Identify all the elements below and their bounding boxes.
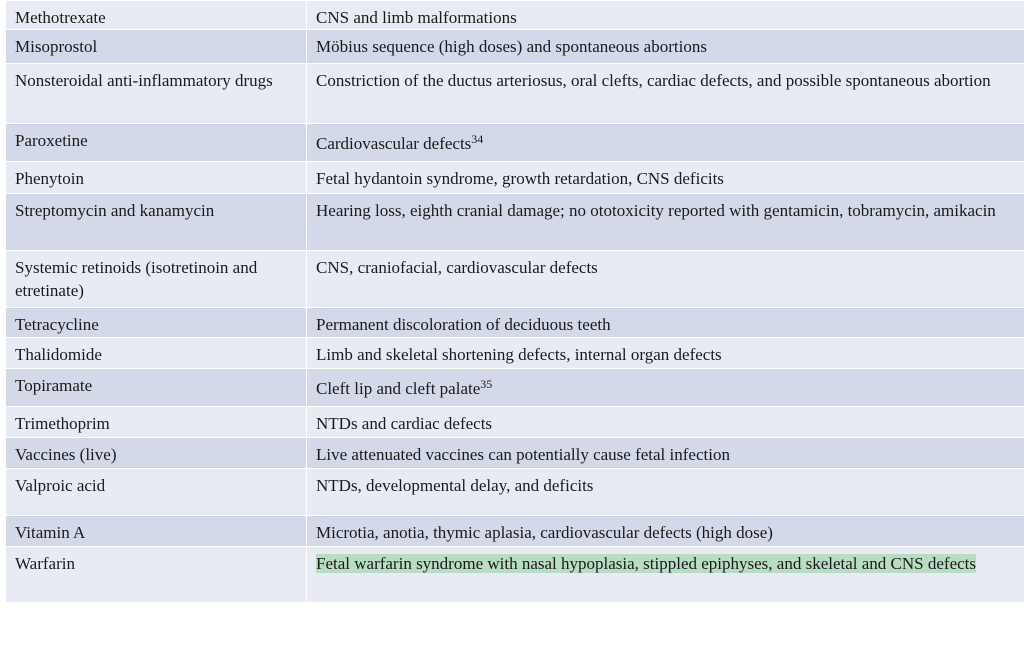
effect-cell: NTDs, developmental delay, and deficits [307, 469, 1024, 516]
effect-cell: Fetal hydantoin syndrome, growth retardation, CNS deficits [307, 162, 1024, 194]
effect-text: Cardiovascular defects [316, 134, 472, 153]
drug-cell: Thalidomide [6, 338, 307, 369]
table-row [6, 369, 1024, 407]
drug-cell: Misoprostol [6, 30, 307, 64]
effect-cell [307, 369, 1024, 407]
drug-cell: Systemic retinoids (isotretinoin and etretinate) [6, 251, 307, 308]
drug-cell: Vitamin A [6, 516, 307, 547]
effect-cell: Live attenuated vaccines can potentially cause fetal infection [307, 438, 1024, 469]
table-row [6, 1, 1024, 30]
drug-cell: Topiramate [6, 369, 307, 407]
drug-cell: Methotrexate [6, 1, 307, 30]
effect-cell: Hearing loss, eighth cranial damage; no ototoxicity reported with gentamicin, tobramycin, amikacin [307, 194, 1024, 251]
drug-cell: Phenytoin [6, 162, 307, 194]
table-row [6, 308, 1024, 338]
table-row [6, 407, 1024, 438]
table-row [6, 194, 1024, 251]
effect-cell: Möbius sequence (high doses) and spontaneous abortions [307, 30, 1024, 64]
effect-cell [307, 124, 1024, 162]
drug-cell: Vaccines (live) [6, 438, 307, 469]
table-row [6, 124, 1024, 162]
highlighted-effect-text: Fetal warfarin syndrome with nasal hypoplasia, stippled epiphyses, and skeletal and CNS defects [316, 554, 977, 573]
table-row [6, 438, 1024, 469]
effect-text: Cleft lip and cleft palate [316, 379, 481, 398]
effect-cell: Limb and skeletal shortening defects, internal organ defects [307, 338, 1024, 369]
effect-cell: Constriction of the ductus arteriosus, oral clefts, cardiac defects, and possible spontaneous abortion [307, 64, 1024, 124]
teratogen-table [5, 0, 1024, 603]
effect-cell: Permanent discoloration of deciduous teeth [307, 308, 1024, 338]
table-row [6, 30, 1024, 64]
table-row [6, 469, 1024, 516]
effect-cell: Microtia, anotia, thymic aplasia, cardiovascular defects (high dose) [307, 516, 1024, 547]
drug-cell: Warfarin [6, 547, 307, 603]
table-row [6, 64, 1024, 124]
teratogen-table-container [5, 0, 1024, 603]
table-row [6, 162, 1024, 194]
drug-cell: Trimethoprim [6, 407, 307, 438]
drug-cell: Valproic acid [6, 469, 307, 516]
table-row [6, 338, 1024, 369]
table-row [6, 516, 1024, 547]
table-row [6, 547, 1024, 603]
effect-cell: NTDs and cardiac defects [307, 407, 1024, 438]
effect-cell [307, 547, 1024, 603]
effect-cell: CNS and limb malformations [307, 1, 1024, 30]
drug-cell: Tetracycline [6, 308, 307, 338]
footnote-ref: 34 [471, 132, 484, 146]
effect-cell: CNS, craniofacial, cardiovascular defects [307, 251, 1024, 308]
footnote-ref: 35 [480, 377, 493, 391]
drug-cell: Paroxetine [6, 124, 307, 162]
table-row [6, 251, 1024, 308]
drug-cell: Nonsteroidal anti-inflammatory drugs [6, 64, 307, 124]
drug-cell: Streptomycin and kanamycin [6, 194, 307, 251]
